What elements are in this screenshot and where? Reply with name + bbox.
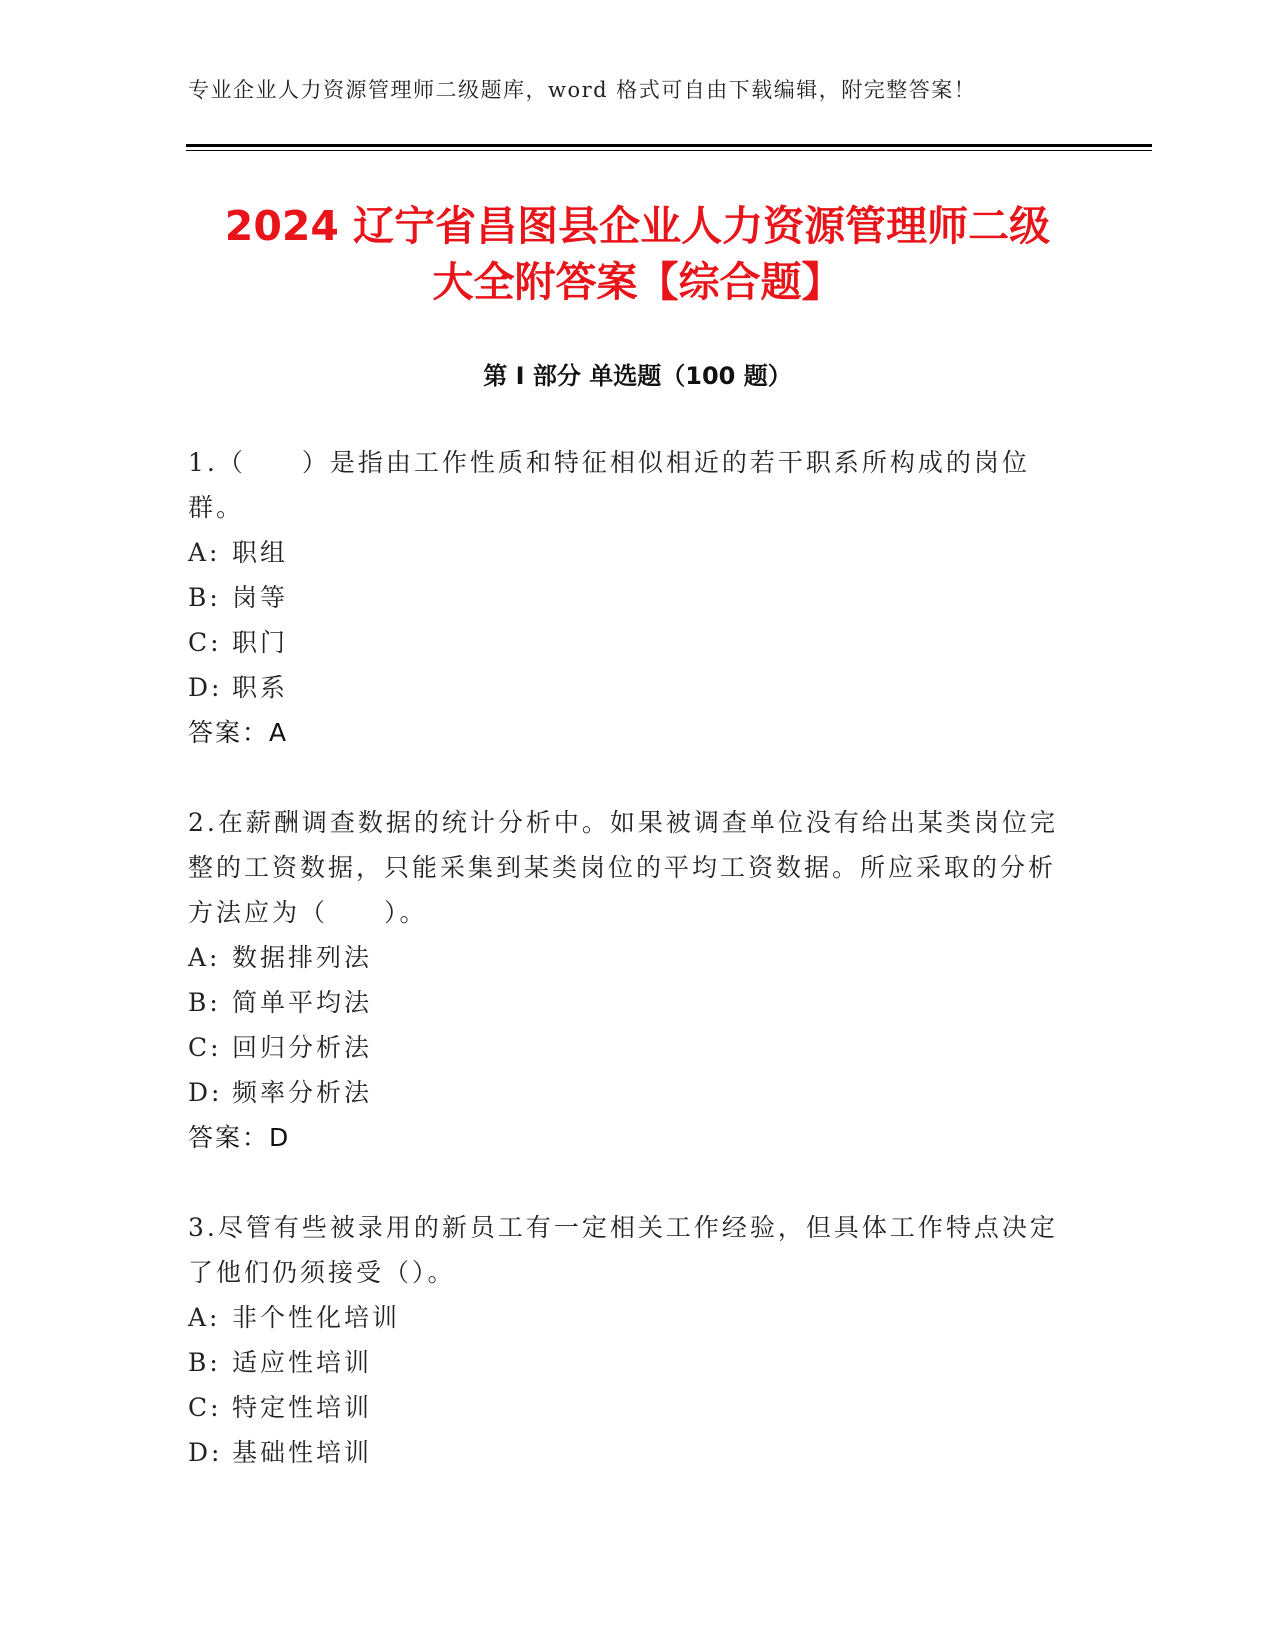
option-text: 特定性培训 (232, 1393, 373, 1422)
option-a (188, 935, 1058, 980)
header-rule-thin (186, 150, 1152, 151)
option-text: 职系 (232, 673, 289, 702)
option-text: 适应性培训 (232, 1348, 373, 1377)
question-stem: 1.（ ）是指由工作性质和特征相似相近的若干职系所构成的岗位群。 (188, 448, 1030, 522)
option-c (188, 1385, 1058, 1430)
header-rule-thick (186, 144, 1152, 147)
answer-line: 答案：A (188, 718, 289, 747)
option-letter: B: (188, 988, 221, 1017)
option-d (188, 1430, 1058, 1475)
option-text: 回归分析法 (232, 1033, 373, 1062)
question-1 (188, 440, 1058, 755)
option-letter: D: (188, 673, 223, 702)
option-letter: D: (188, 1078, 223, 1107)
option-b (188, 575, 1058, 620)
option-text: 数据排列法 (232, 943, 373, 972)
question-3 (188, 1205, 1058, 1475)
section-title: 第 I 部分 单选题（100 题） (483, 362, 792, 390)
document-title-line2: 大全附答案【综合题】 (432, 258, 843, 306)
option-a (188, 530, 1058, 575)
option-text: 简单平均法 (232, 988, 373, 1017)
option-text: 基础性培训 (232, 1438, 373, 1467)
option-text: 职门 (232, 628, 289, 657)
document-title (150, 198, 1125, 310)
option-b (188, 1340, 1058, 1385)
question-stem: 2.在薪酬调查数据的统计分析中。如果被调查单位没有给出某类岗位完整的工资数据，只能采集到某类岗位的平均工资数据。所应采取的分析方法应为（ ）。 (188, 808, 1058, 927)
option-letter: C: (188, 1033, 222, 1062)
option-c (188, 620, 1058, 665)
option-letter: D: (188, 1438, 223, 1467)
option-letter: C: (188, 628, 222, 657)
answer-line: 答案：D (188, 1123, 291, 1152)
option-letter: A: (188, 943, 221, 972)
option-a (188, 1295, 1058, 1340)
option-letter: B: (188, 1348, 221, 1377)
question-2 (188, 800, 1058, 1160)
option-letter: B: (188, 583, 221, 612)
option-d (188, 1070, 1058, 1115)
option-text: 频率分析法 (232, 1078, 373, 1107)
option-letter: A: (188, 1303, 221, 1332)
option-text: 职组 (232, 538, 289, 567)
option-text: 岗等 (232, 583, 289, 612)
option-letter: A: (188, 538, 221, 567)
option-b (188, 980, 1058, 1025)
option-c (188, 1025, 1058, 1070)
question-list (188, 440, 1058, 1520)
option-d (188, 665, 1058, 710)
option-text: 非个性化培训 (232, 1303, 401, 1332)
question-stem: 3.尽管有些被录用的新员工有一定相关工作经验，但具体工作特点决定了他们仍须接受（）。 (188, 1213, 1058, 1287)
header-note: 专业企业人力资源管理师二级题库，word 格式可自由下载编辑，附完整答案！ (188, 78, 977, 102)
option-letter: C: (188, 1393, 222, 1422)
document-title-line1: 2024 辽宁省昌图县企业人力资源管理师二级 (224, 202, 1051, 250)
